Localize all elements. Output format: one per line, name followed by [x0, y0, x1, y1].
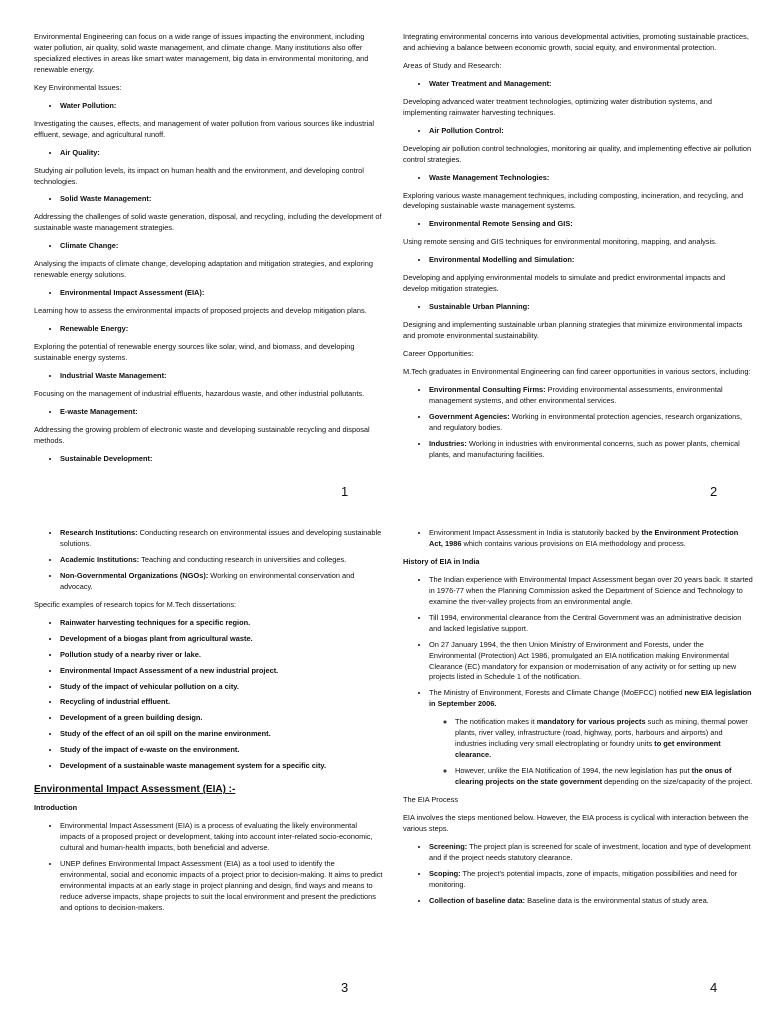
list-item — [60, 634, 384, 645]
list-item — [60, 555, 384, 566]
list-item — [429, 255, 753, 266]
list-item — [60, 528, 384, 550]
item-label: Air Quality: — [60, 147, 100, 157]
bullet-list — [403, 173, 753, 184]
item-label: Waste Management Technologies: — [429, 172, 550, 182]
item-text: Using remote sensing and GIS techniques for environmental monitoring, mapping, and analysis. — [403, 237, 717, 247]
paragraph — [403, 320, 753, 342]
bullet-list — [403, 528, 753, 550]
item-label: Study of the impact of e-waste on the environment. — [60, 745, 240, 755]
bullet-list — [34, 407, 384, 418]
paragraph — [34, 166, 384, 188]
bold-text: new EIA legislation in September 2006. — [429, 688, 752, 709]
item-text: Integrating environmental concerns into various developmental activities, promoting sustainable practices, and achieving a balance between economic growth, social equity, and environmental protection. — [403, 32, 749, 52]
item-label: Academic Institutions: — [60, 554, 140, 564]
bold-text: mandatory for various projects — [536, 717, 646, 727]
list-item — [60, 101, 384, 112]
bullet-list — [34, 288, 384, 299]
item-text: Designing and implementing sustainable urban planning strategies that minimize environmental impacts and promote environmental sustainability. — [403, 320, 743, 341]
item-label: Water Pollution: — [60, 100, 117, 110]
paragraph — [403, 237, 753, 248]
bullet-list — [403, 385, 753, 461]
item-text: Working in industries with environmental concerns, such as power plants, chemical plants, and manufacturing facilities. — [429, 438, 740, 459]
list-item — [429, 613, 753, 635]
item-label: Scoping: — [429, 868, 461, 878]
paragraph — [34, 389, 384, 400]
item-label: Development of a sustainable waste management system for a specific city. — [60, 761, 327, 771]
bullet-list — [34, 241, 384, 252]
bold-text: to get environment clearance. — [455, 739, 721, 760]
item-text: Teaching and conducting research in universities and colleges. — [139, 554, 347, 564]
item-text: The project's potential impacts, zone of impacts, mitigation possibilities and need for monitoring. — [429, 868, 738, 889]
bullet-list — [34, 454, 384, 465]
paragraph — [34, 83, 384, 94]
paragraph — [403, 349, 753, 360]
list-item — [455, 717, 753, 761]
item-label: Sustainable Urban Planning: — [429, 302, 530, 312]
item-text: Addressing the growing problem of electronic waste and developing sustainable recycling and disposal methods. — [34, 424, 370, 445]
list-item — [60, 745, 384, 756]
item-text: Investigating the causes, effects, and management of water pollution from various sources like industrial effluent, sewage, and agricultural runoff. — [34, 118, 375, 139]
paragraph — [34, 306, 384, 317]
document-page-2 — [403, 32, 753, 538]
text-run: which contains various provisions on EIA methodology and process. — [461, 538, 686, 548]
bullet-list — [403, 575, 753, 710]
item-label: E-waste Management: — [60, 406, 138, 416]
item-label: Solid Waste Management: — [60, 194, 152, 204]
list-item — [60, 761, 384, 772]
item-label: Industrial Waste Management: — [60, 370, 167, 380]
list-item — [60, 682, 384, 693]
list-item — [60, 454, 384, 465]
bullet-list — [403, 219, 753, 230]
bullet-list — [403, 79, 753, 90]
paragraph — [403, 32, 753, 54]
item-text: Environmental Engineering can focus on a wide range of issues impacting the environment, including water pollution, air quality, solid waste management, and climate change. Many institutions also offer specialized electives in areas like smart water management, big data in environmental monitoring, and renewable energy. — [34, 32, 369, 74]
bold-text: the onus of clearing projects on the state government — [455, 766, 732, 787]
bullet-list — [403, 255, 753, 266]
item-label: Study of the impact of vehicular pollution on a city. — [60, 681, 239, 691]
list-item — [60, 666, 384, 677]
item-label: Recycling of industrial effluent. — [60, 697, 171, 707]
list-item — [429, 302, 753, 313]
item-text: UNEP defines Environmental Impact Assessment (EIA) as a tool used to identify the environmental, social and economic impacts of a project prior to decision-making. It aims to predict environmental impacts at an early stage in project planning and design, find ways and means to reduce adverse impacts, shape projects to suit the local environment and present the predictions and options to decision-makers. — [60, 859, 383, 912]
section-heading: Environmental Impact Assessment (EIA) :- — [34, 784, 236, 796]
paragraph — [34, 119, 384, 141]
item-label: Sustainable Development: — [60, 453, 153, 463]
bullet-list — [403, 302, 753, 313]
item-text: Baseline data is the environmental status of study area. — [525, 895, 709, 905]
list-item — [60, 148, 384, 159]
text-run: However, unlike the EIA Notification of 1994, the new legislation has put — [455, 766, 692, 776]
item-text: Career Opportunities: — [403, 349, 474, 359]
bullet-list — [34, 371, 384, 382]
item-text: Developing and applying environmental models to simulate and predict environmental impacts and develop mitigation strategies. — [403, 273, 726, 294]
item-label: Non-Governmental Organizations (NGOs): — [60, 570, 209, 580]
text-run: depending on the size/capacity of the project. — [602, 777, 753, 787]
item-label: Environmental Modelling and Simulation: — [429, 255, 575, 265]
item-text: History of EIA in India — [403, 556, 480, 566]
item-text: Specific examples of research topics for M.Tech dissertations: — [34, 599, 237, 609]
item-text: The project plan is screened for scale of investment, location and type of development and if the project needs statutory clearance. — [429, 841, 751, 862]
item-text: Studying air pollution levels, its impact on human health and the environment, and developing control technologies. — [34, 165, 364, 186]
list-item — [429, 173, 753, 184]
item-label: Water Treatment and Management: — [429, 78, 552, 88]
item-text: Till 1994, environmental clearance from the Central Government was an administrative decision and lacked legislative support. — [429, 612, 742, 633]
document-page-4 — [403, 528, 753, 1034]
paragraph — [34, 32, 384, 76]
page-number: 4 — [710, 980, 718, 995]
list-item — [429, 688, 753, 710]
list-item — [60, 821, 384, 854]
item-label: Development of a biogas plant from agricultural waste. — [60, 633, 253, 643]
list-item — [429, 896, 753, 907]
bullet-list — [34, 324, 384, 335]
list-item — [60, 618, 384, 629]
item-text: Exploring the potential of renewable energy sources like solar, wind, and biomass, and developing sustainable energy systems. — [34, 342, 355, 363]
list-item — [60, 241, 384, 252]
list-item — [60, 859, 384, 914]
bullet-list — [403, 842, 753, 907]
list-item — [429, 219, 753, 230]
item-text: Conducting research on environmental issues and developing sustainable solutions. — [60, 528, 382, 548]
text-run: such as mining, thermal power plants, river valley, infrastructure (road, highway, ports, harbours and airports) and industries including very small electroplating or foundry units — [455, 717, 748, 749]
list-item — [60, 729, 384, 740]
item-label: Study of the effect of an oil spill on the marine environment. — [60, 729, 271, 739]
bullet-list — [403, 126, 753, 137]
paragraph — [403, 557, 753, 568]
item-label: Environmental Impact Assessment of a new industrial project. — [60, 665, 279, 675]
list-item — [60, 324, 384, 335]
item-label: Air Pollution Control: — [429, 125, 504, 135]
paragraph — [34, 803, 384, 814]
item-text: Developing air pollution control technologies, monitoring air quality, and implementing effective air pollution control strategies. — [403, 143, 752, 164]
paragraph — [403, 144, 753, 166]
page-number: 1 — [341, 484, 349, 499]
bullet-list — [34, 194, 384, 205]
paragraph — [34, 425, 384, 447]
item-text: Introduction — [34, 803, 78, 813]
paragraph — [403, 191, 753, 213]
list-item — [60, 407, 384, 418]
item-label: Industries: — [429, 438, 467, 448]
item-text: M.Tech graduates in Environmental Engineering can find career opportunities in various sectors, including: — [403, 367, 751, 377]
bullet-list — [34, 528, 384, 593]
item-text: Exploring various waste management techniques, including composting, incineration, and recycling, and developing sustainable waste management systems. — [403, 190, 744, 211]
list-item — [429, 575, 753, 608]
paragraph — [403, 273, 753, 295]
item-label: Environmental Consulting Firms: — [429, 384, 546, 394]
item-text: The Indian experience with Environmental Impact Assessment began over 20 years back. It started in 1976-77 when the Planning Commission asked the Department of Science and Technology to examine the river-valley projects from an environmental angle. — [429, 574, 753, 606]
paragraph — [403, 61, 753, 72]
item-label: Pollution study of a nearby river or lake. — [60, 649, 201, 659]
list-item — [60, 713, 384, 724]
text-run: The Ministry of Environment, Forests and Climate Change (MoEFCC) notified — [429, 688, 685, 698]
item-label: Rainwater harvesting techniques for a specific region. — [60, 617, 251, 627]
list-item — [429, 640, 753, 684]
page-number: 2 — [710, 484, 718, 499]
item-text: Working on environmental conservation and advocacy. — [60, 570, 355, 591]
list-item — [429, 79, 753, 90]
page-number: 3 — [341, 980, 349, 995]
list-item — [455, 766, 753, 788]
paragraph — [34, 212, 384, 234]
list-item — [429, 412, 753, 434]
item-text: Working in environmental protection agencies, research organizations, and regulatory bodies. — [429, 411, 743, 432]
list-item — [60, 371, 384, 382]
item-text: Key Environmental Issues: — [34, 82, 122, 92]
item-label: Development of a green building design. — [60, 713, 203, 723]
item-text: The EIA Process — [403, 795, 459, 805]
list-item — [60, 650, 384, 661]
list-item — [429, 439, 753, 461]
item-text: Environmental Impact Assessment (EIA) is a process of evaluating the likely environmental impacts of a proposed project or development, taking into account inter-related socio-economic, cultural and human-health impacts, both beneficial and adverse. — [60, 821, 373, 853]
paragraph — [34, 600, 384, 611]
list-item — [429, 528, 753, 550]
bold-text: the Environment Protection Act, 1986 — [429, 528, 739, 548]
item-label: Screening: — [429, 841, 468, 851]
paragraph — [403, 795, 753, 806]
bullet-list — [34, 821, 384, 914]
item-label: Government Agencies: — [429, 411, 510, 421]
item-text: On 27 January 1994, the then Union Ministry of Environment and Forests, under the Environmental (Protection) Act 1986, promulgated an EIA notification making Environmental Clearance (EC) mandatory for expansion or modernisation of any activity or for setting up new projects listed in Schedule 1 of the notification. — [429, 639, 737, 682]
item-text: Learning how to assess the environmental impacts of proposed projects and develop mitigation plans. — [34, 306, 367, 316]
item-text: Analysing the impacts of climate change, developing adaptation and mitigation strategies, and exploring renewable energy solutions. — [34, 259, 373, 280]
item-label: Renewable Energy: — [60, 324, 129, 334]
paragraph — [403, 813, 753, 835]
list-item — [60, 194, 384, 205]
item-label: Environmental Impact Assessment (EIA): — [60, 288, 205, 298]
item-label: Environmental Remote Sensing and GIS: — [429, 219, 573, 229]
document-page-3 — [34, 528, 384, 1034]
list-item — [429, 869, 753, 891]
list-item — [60, 571, 384, 593]
list-item — [429, 126, 753, 137]
text-run: Environment Impact Assessment in India is statutorily backed by — [429, 528, 642, 537]
list-item — [429, 385, 753, 407]
item-label: Research Institutions: — [60, 528, 138, 537]
list-item — [429, 842, 753, 864]
document-page-1 — [34, 32, 384, 538]
bullet-list — [34, 148, 384, 159]
item-text: Addressing the challenges of solid waste generation, disposal, and recycling, including the development of sustainable waste management strategies. — [34, 212, 382, 233]
paragraph — [403, 97, 753, 119]
item-label: Collection of baseline data: — [429, 895, 526, 905]
item-text: EIA involves the steps mentioned below. However, the EIA process is cyclical with interaction between the various steps. — [403, 813, 749, 833]
list-item — [60, 697, 384, 708]
item-text: Providing environmental assessments, environmental management systems, and other environmental services. — [429, 384, 723, 405]
item-text: Areas of Study and Research: — [403, 60, 502, 70]
list-item — [60, 288, 384, 299]
paragraph — [403, 367, 753, 378]
item-text: Focusing on the management of industrial effluents, hazardous waste, and other industrial pollutants. — [34, 388, 365, 398]
sub-bullet-list — [403, 717, 753, 788]
paragraph — [34, 259, 384, 281]
bullet-list — [34, 101, 384, 112]
item-text: Developing advanced water treatment technologies, optimizing water distribution systems, and implementing rainwater harvesting techniques. — [403, 96, 712, 117]
paragraph — [34, 342, 384, 364]
bullet-list — [34, 618, 384, 773]
item-label: Climate Change: — [60, 241, 119, 251]
text-run: The notification makes it — [455, 717, 537, 727]
